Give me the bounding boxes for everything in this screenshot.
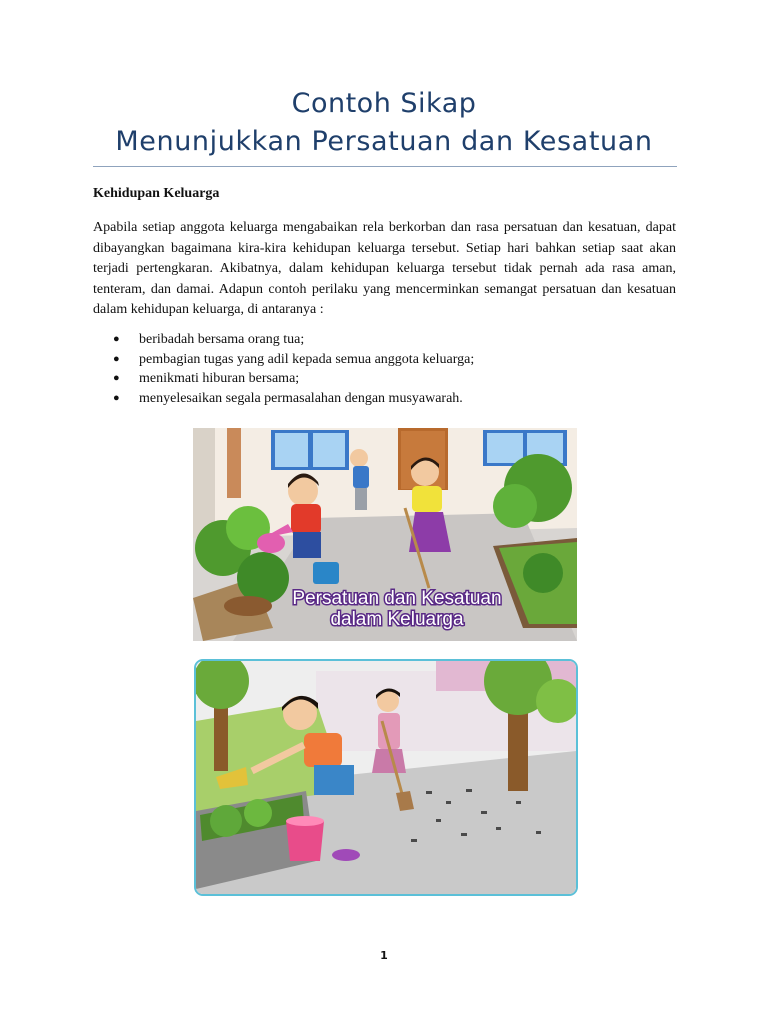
list-item: ● menyelesaikan segala permasalahan dengan musyawarah. <box>93 389 474 409</box>
bullet-list <box>93 330 474 408</box>
bullet-icon: ● <box>113 333 120 345</box>
bullet-icon: ● <box>113 352 120 365</box>
list-item: ● menikmati hiburan bersama; <box>93 369 474 389</box>
bullet-icon: ● <box>113 391 120 404</box>
illustration-caption-line2: dalam Keluarga <box>330 609 464 630</box>
page-title-line2: Menunjukkan Persatuan dan Kesatuan <box>115 126 653 157</box>
page-number: 1 <box>380 949 388 962</box>
family-unity-illustration <box>193 428 577 641</box>
yard-cleaning-illustration-art <box>196 661 576 894</box>
list-item: ● beribadah bersama orang tua; <box>93 330 474 350</box>
page-title-line1: Contoh Sikap <box>291 88 477 119</box>
body-paragraph: Apabila setiap anggota keluarga mengabaikan rela berkorban dan rasa persatuan dan kesatuan, dapat dibayangkan bagaimana kira-kira kehidupan keluarga tersebut. Setiap hari bahkan setiap saat akan terjadi pertengkaran. Akibatnya, dalam kehidupan keluarga tersebut tidak pernah ada rasa aman, tenteram, dan damai. Adapun contoh perilaku yang mencerminkan semangat persatuan dan kesatuan dalam kehidupan keluarga, di antaranya : <box>93 220 676 318</box>
illustration-caption-line1: Persatuan dan Kesatuan <box>292 588 502 609</box>
list-item: ● pembagian tugas yang adil kepada semua anggota keluarga; <box>93 350 474 370</box>
yard-cleaning-illustration <box>194 659 578 896</box>
title-underline <box>93 166 677 167</box>
family-unity-illustration-art <box>193 428 577 641</box>
section-heading: Kehidupan Keluarga <box>93 186 220 201</box>
bullet-icon: ● <box>113 372 120 384</box>
